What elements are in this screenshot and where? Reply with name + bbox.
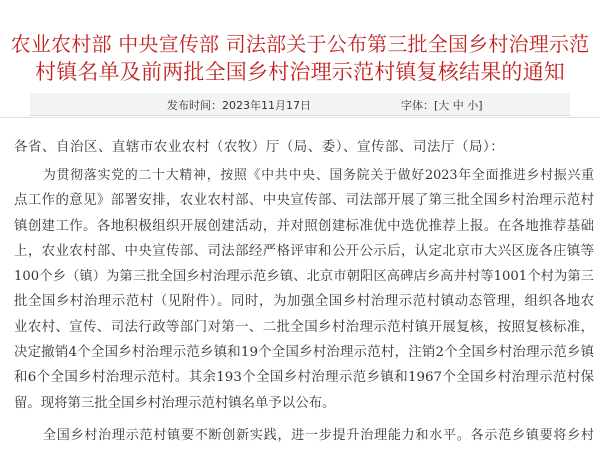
salutation: 各省、自治区、直辖市农业农村（农牧）厅（局、委）、宣传部、司法厅（局）： bbox=[14, 140, 505, 155]
paragraph-line: 批全国乡村治理示范村（见附件）。同时，为加强全国乡村治理示范村镇动态管理，组织各地农 bbox=[14, 294, 594, 310]
publish-date: 发布时间：2023年11月17日 bbox=[167, 99, 311, 112]
paragraph-line: 和6个全国乡村治理示范村。其余193个全国乡村治理示范乡镇和1967个全国乡村治理示范村保 bbox=[14, 370, 594, 386]
paragraph-line: 上，农业农村部、中央宣传部、司法部经严格评审和公开公示后，认定北京市大兴区庞各庄镇等 bbox=[14, 243, 594, 259]
paragraph-line: 留。现将第三批全国乡村治理示范村镇名单予以公布。 bbox=[14, 395, 336, 411]
paragraph-line: 全国乡村治理示范村镇要不断创新实践，进一步提升治理能力和水平。各示范乡镇要将乡村 bbox=[43, 428, 594, 443]
paragraph-line: 100个乡（镇）为第三批全国乡村治理示范乡镇、北京市朝阳区高碑店乡高井村等1001个村为第三 bbox=[14, 269, 594, 285]
paragraph-line: 业农村、宣传、司法行政等部门对第一、二批全国乡村治理示范村镇开展复核，按照复核标准， bbox=[14, 319, 594, 335]
paragraph-2 bbox=[14, 423, 594, 448]
paragraph-line: 镇创建工作。各地积极组织开展创建活动，并对照创建标准优中选优推荐上报。在各地推荐基础 bbox=[14, 218, 594, 234]
paragraph-1 bbox=[14, 163, 594, 416]
paragraph-line: 点工作的意见》部署安排，农业农村部、中央宣传部、司法部开展了第三批全国乡村治理示范村 bbox=[14, 193, 594, 209]
paragraph-line: 决定撤销4个全国乡村治理示范乡镇和19个全国乡村治理示范村，注销2个全国乡村治理示范乡镇 bbox=[14, 345, 594, 361]
divider bbox=[0, 117, 600, 118]
article-meta-bar bbox=[30, 93, 570, 116]
title-line-2: 村镇名单及前两批全国乡村治理示范村镇复核结果的通知 bbox=[35, 60, 565, 84]
font-size-selector[interactable]: 字体：[大 中 小] bbox=[401, 99, 483, 112]
paragraph-line: 为贯彻落实党的二十大精神，按照《中共中央、国务院关于做好2023年全面推进乡村振兴重 bbox=[43, 168, 594, 183]
title-line-1: 农业农村部 中央宣传部 司法部关于公布第三批全国乡村治理示范 bbox=[10, 32, 590, 56]
page-title bbox=[10, 30, 590, 86]
